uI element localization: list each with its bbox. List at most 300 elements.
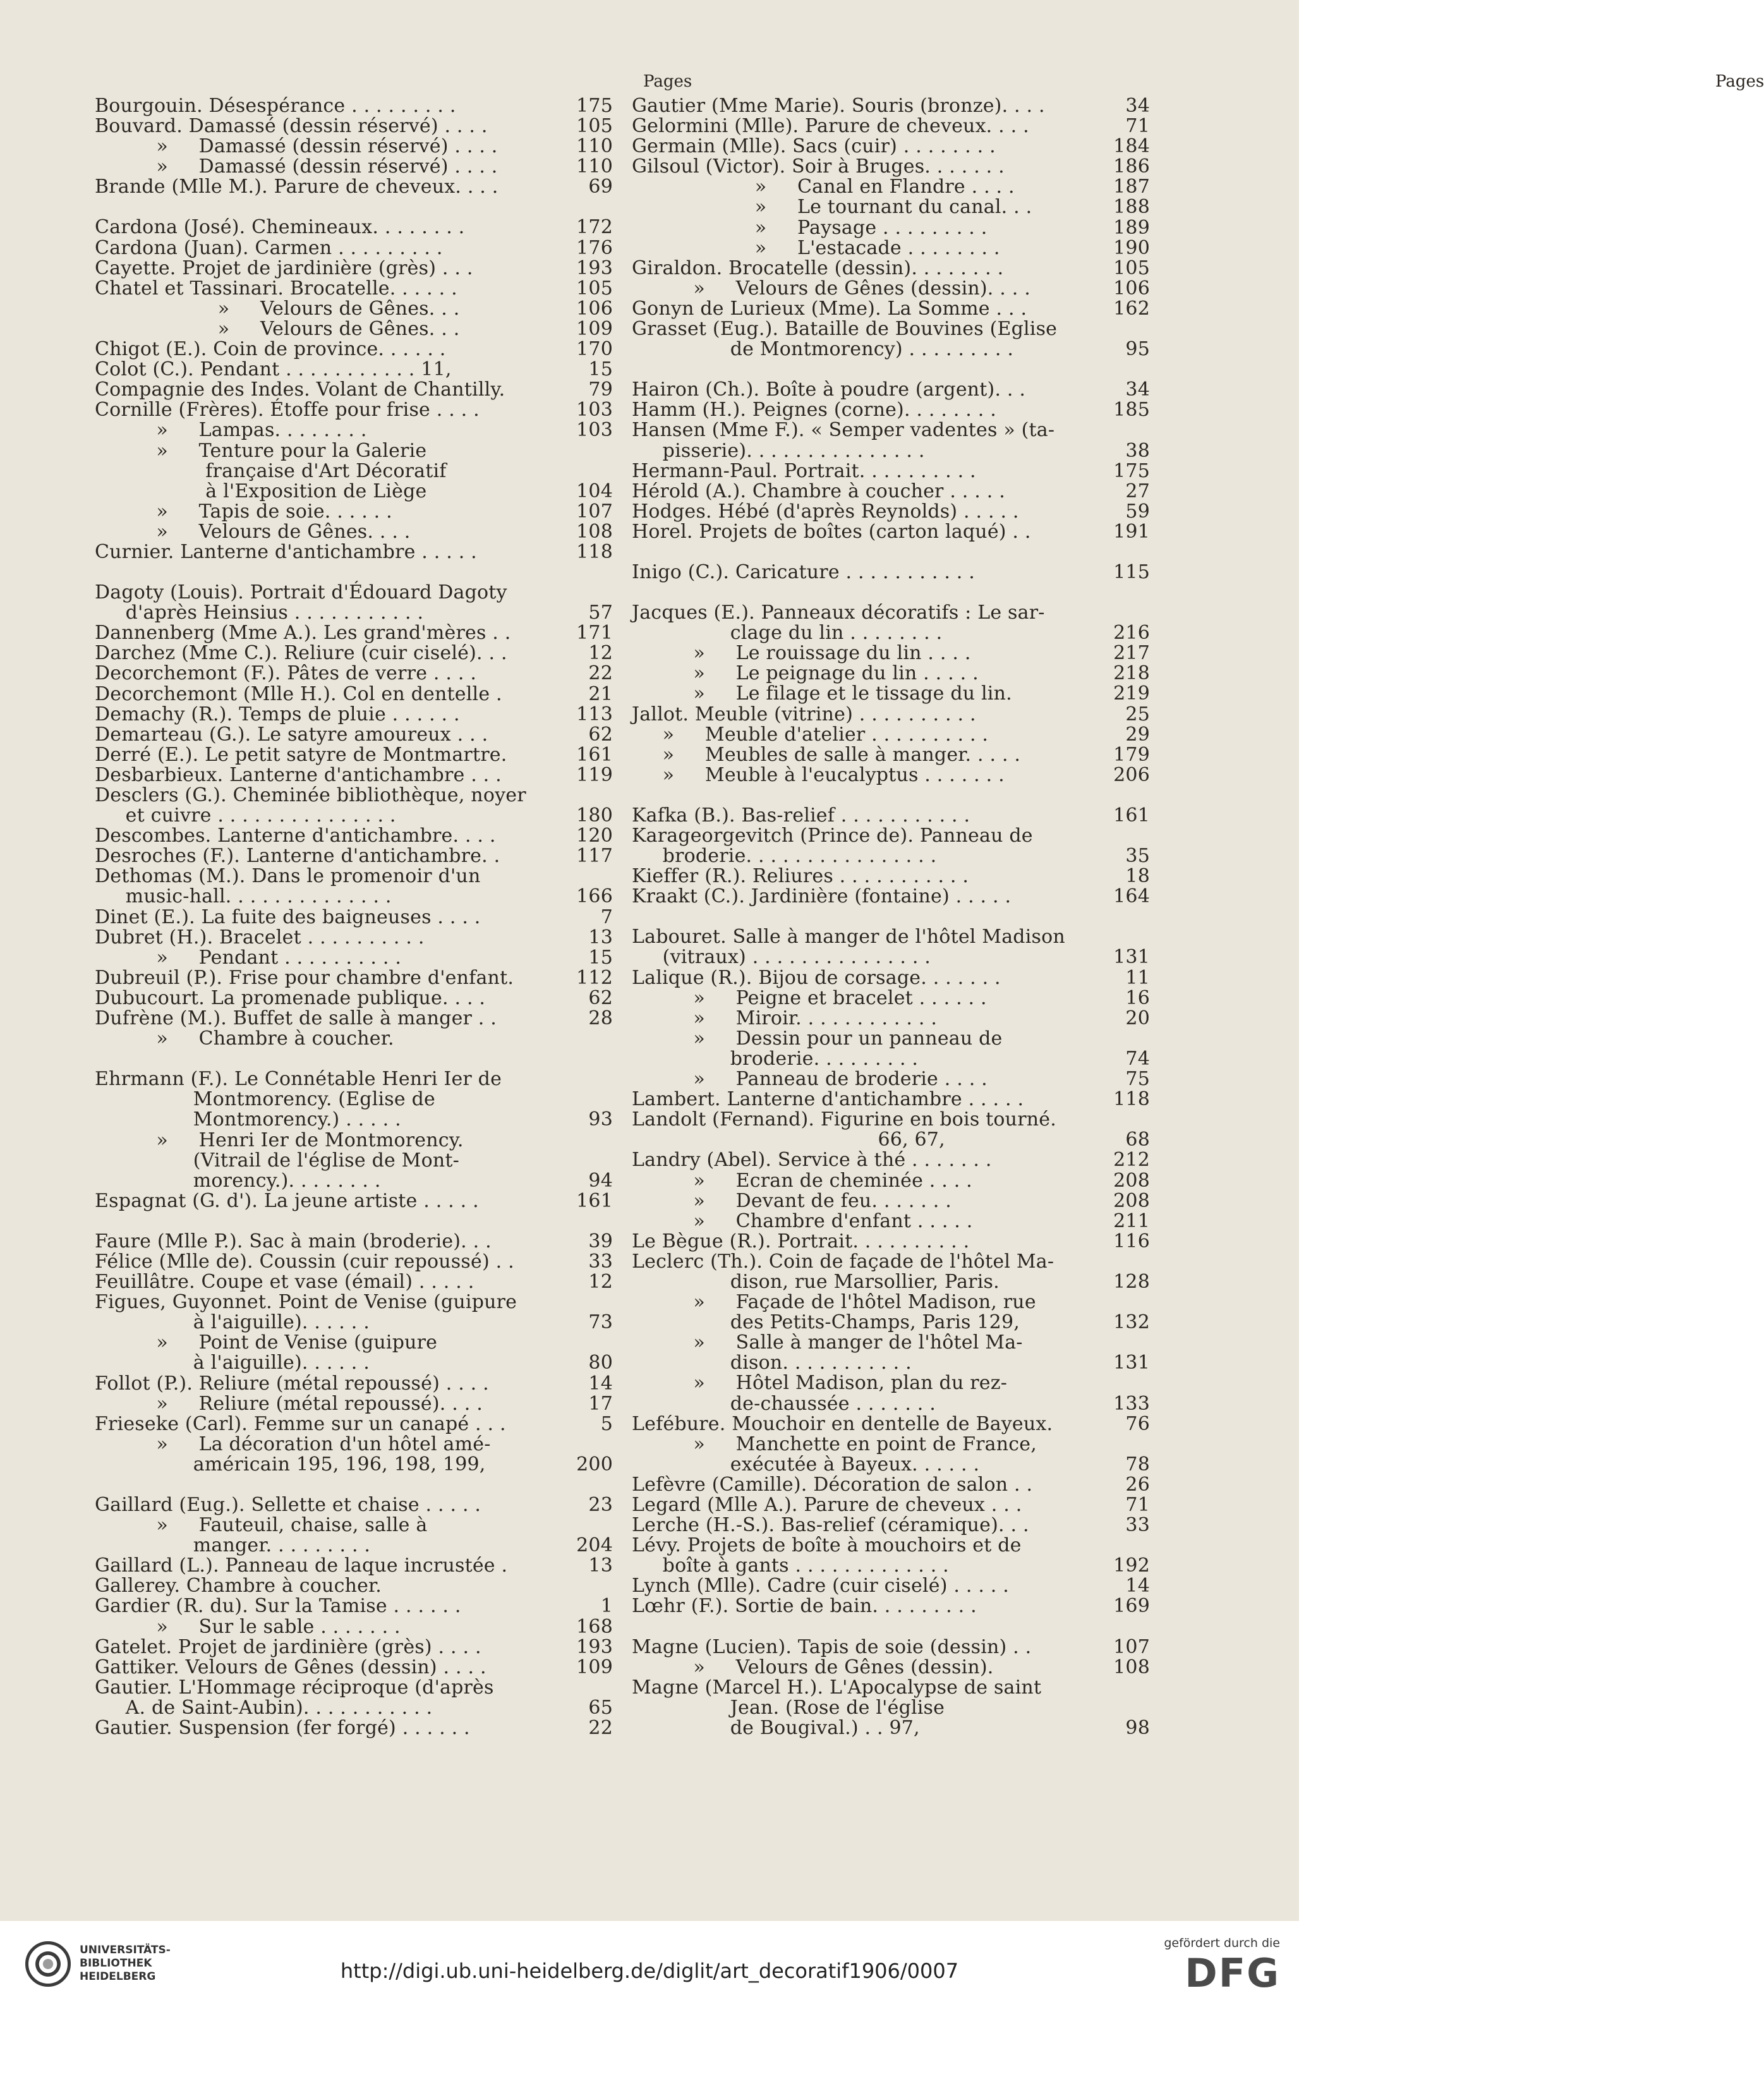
- entry-text: Montmorency.) . . . . .: [95, 1108, 401, 1131]
- index-entry: [632, 1211, 1150, 1232]
- entry-text: et cuivre . . . . . . . . . . . . . . .: [95, 804, 396, 827]
- entry-text: Hamm (H.). Peignes (corne). . . . . . . .: [632, 399, 996, 421]
- entry-page-number: 34: [1125, 95, 1150, 117]
- entry-text: Figues, Guyonnet. Point de Venise (guipure: [95, 1291, 517, 1314]
- index-entry: [632, 725, 1150, 745]
- entry-page-number: 28: [588, 1007, 613, 1030]
- entry-page-number: 14: [1125, 1575, 1150, 1597]
- entry-text: Chatel et Tassinari. Brocatelle. . . . . .: [95, 277, 457, 300]
- index-entry: [95, 360, 613, 380]
- entry-text: broderie. . . . . . . . . . . . . . . .: [632, 845, 937, 868]
- entry-text: 66, 67,: [632, 1129, 945, 1151]
- entry-page-number: 68: [1125, 1129, 1150, 1151]
- entry-text: » Miroir. . . . . . . . . . . .: [632, 1007, 938, 1029]
- entry-page-number: 27: [1125, 480, 1150, 502]
- entry-page-number: 11: [1125, 966, 1150, 989]
- index-entry: [632, 927, 1150, 947]
- entry-text: » Sur le sable . . . . . . .: [95, 1615, 401, 1638]
- index-entry: [95, 826, 613, 846]
- entry-page-number: 17: [588, 1392, 613, 1415]
- entry-text: Frieseke (Carl). Femme sur un canapé . . .: [95, 1412, 506, 1435]
- entry-text: Compagnie des Indes. Volant de Chantilly.: [95, 379, 505, 401]
- entry-text: » Tenture pour la Galerie: [95, 439, 427, 462]
- index-entry: [632, 1292, 1150, 1312]
- entry-page-number: 168: [576, 1615, 613, 1638]
- entry-text: » Manchette en point de France,: [632, 1433, 1037, 1455]
- entry-text: Gautier. Suspension (fer forgé) . . . . . .: [95, 1717, 470, 1740]
- entry-text: Lévy. Projets de boîte à mouchoirs et de: [632, 1534, 1022, 1557]
- index-entry: [632, 279, 1150, 299]
- entry-text: » Salle à manger de l'hôtel Ma-: [632, 1331, 1023, 1354]
- entry-text: » Devant de feu. . . . . . .: [632, 1189, 951, 1212]
- entry-page-number: 76: [1125, 1412, 1150, 1435]
- index-entry: [95, 1252, 613, 1272]
- index-entry: [632, 299, 1150, 319]
- entry-text: Magne (Lucien). Tapis de soie (dessin) . .: [632, 1635, 1032, 1658]
- entry-text: Desclers (G.). Cheminée bibliothèque, noyer: [95, 784, 526, 806]
- index-entry: [95, 623, 613, 643]
- index-entry: [632, 1576, 1150, 1596]
- entry-page-number: 93: [588, 1108, 613, 1131]
- index-entry: [95, 846, 613, 866]
- index-entry: [632, 1312, 1150, 1333]
- entry-text: Follot (P.). Reliure (métal repoussé) . . . .: [95, 1372, 489, 1395]
- index-entry: [632, 1455, 1150, 1475]
- entry-page-number: 1: [600, 1595, 613, 1618]
- index-entry: [95, 502, 613, 522]
- entry-text: » L'estacade . . . . . . . .: [632, 236, 1000, 259]
- index-entry: [632, 988, 1150, 1009]
- pages-header-right: Pages: [1715, 72, 1764, 91]
- index-entry: [632, 562, 1150, 583]
- entry-page-number: 79: [588, 379, 613, 401]
- entry-text: Curnier. Lanterne d'antichambre . . . . .: [95, 540, 477, 563]
- index-entry: [632, 1678, 1150, 1698]
- entry-page-number: 109: [576, 1656, 613, 1678]
- entry-page-number: 188: [1113, 196, 1150, 219]
- entry-text: » Meuble d'atelier . . . . . . . . . .: [632, 723, 989, 746]
- entry-page-number: 192: [1113, 1555, 1150, 1577]
- entry-page-number: 117: [576, 845, 613, 868]
- entry-text: » Chambre d'enfant . . . . .: [632, 1209, 973, 1232]
- entry-page-number: 98: [1125, 1716, 1150, 1739]
- entry-text: » Façade de l'hôtel Madison, rue: [632, 1291, 1036, 1314]
- entry-text: Kieffer (R.). Reliures . . . . . . . . . . .: [632, 865, 969, 888]
- entry-text: à l'Exposition de Liège: [95, 480, 427, 502]
- viewer-footer: [0, 1921, 1299, 2018]
- index-entry: [632, 643, 1150, 664]
- index-entry: [632, 887, 1150, 907]
- entry-text: Horel. Projets de boîtes (carton laqué) . .: [632, 520, 1031, 543]
- index-entry: [95, 1455, 613, 1475]
- entry-text: » Hôtel Madison, plan du rez-: [632, 1372, 1008, 1395]
- entry-page-number: 65: [588, 1696, 613, 1719]
- entry-text: de Bougival.) . . 97,: [632, 1716, 920, 1739]
- entry-text: » Fauteuil, chaise, salle à: [95, 1514, 428, 1537]
- entry-text: manger. . . . . . . . .: [95, 1534, 371, 1557]
- index-entry: [632, 1596, 1150, 1616]
- entry-text: » Pendant . . . . . . . . . .: [95, 946, 402, 969]
- entry-page-number: 161: [576, 743, 613, 766]
- entry-text: Espagnat (G. d'). La jeune artiste . . . . .: [95, 1189, 479, 1212]
- entry-text: Dufrène (M.). Buffet de salle à manger . .: [95, 1007, 497, 1030]
- entry-text: » Paysage . . . . . . . . .: [632, 216, 988, 239]
- entry-page-number: 219: [1113, 682, 1150, 705]
- entry-text: Hodges. Hébé (d'après Reynolds) . . . . .: [632, 500, 1019, 523]
- index-entry: [95, 745, 613, 765]
- entry-page-number: 166: [576, 885, 613, 908]
- index-entry: [95, 136, 613, 157]
- index-entry: [632, 461, 1150, 482]
- entry-text: Dubret (H.). Bracelet . . . . . . . . . .: [95, 926, 425, 949]
- index-entry: [95, 1069, 613, 1089]
- entry-text: Dagoty (Louis). Portrait d'Édouard Dagoty: [95, 581, 507, 604]
- index-entry: [632, 218, 1150, 238]
- entry-page-number: 80: [588, 1352, 613, 1374]
- index-entry: [95, 1536, 613, 1556]
- entry-text: Gautier (Mme Marie). Souris (bronze). . . .: [632, 95, 1045, 117]
- entry-page-number: 105: [1113, 257, 1150, 279]
- entry-text: » Velours de Gênes. . .: [95, 297, 460, 320]
- entry-page-number: 211: [1113, 1209, 1150, 1232]
- entry-page-number: 191: [1113, 520, 1150, 543]
- entry-page-number: 69: [588, 176, 613, 198]
- index-entry: [95, 1272, 613, 1292]
- index-entry: [632, 1495, 1150, 1515]
- entry-text: » Ecran de cheminée . . . .: [632, 1169, 972, 1192]
- entry-page-number: 132: [1113, 1311, 1150, 1334]
- index-entry: [95, 299, 613, 319]
- entry-text: Derré (E.). Le petit satyre de Montmartre.: [95, 743, 507, 766]
- entry-page-number: 185: [1113, 399, 1150, 421]
- entry-text: Bouvard. Damassé (dessin réservé) . . . .: [95, 115, 488, 138]
- entry-page-number: 193: [576, 1635, 613, 1658]
- entry-page-number: 22: [588, 662, 613, 685]
- entry-page-number: 106: [576, 297, 613, 320]
- entry-text: Lynch (Mlle). Cadre (cuir ciselé) . . . . .: [632, 1575, 1009, 1597]
- entry-text: Dethomas (M.). Dans le promenoir d'un: [95, 865, 481, 888]
- entry-text: Le Bègue (R.). Portrait. . . . . . . . . .: [632, 1230, 970, 1252]
- entry-text: Decorchemont (Mlle H.). Col en dentelle .: [95, 682, 502, 705]
- entry-page-number: 110: [576, 155, 613, 178]
- entry-page-number: 161: [1113, 804, 1150, 827]
- index-entry: [95, 441, 613, 461]
- index-entry: [95, 258, 613, 279]
- entry-page-number: 212: [1113, 1149, 1150, 1172]
- entry-text: Cardona (José). Chemineaux. . . . . . . .: [95, 216, 465, 239]
- entry-page-number: 29: [1125, 723, 1150, 746]
- index-entry: [632, 1394, 1150, 1414]
- index-entry: [95, 339, 613, 360]
- entry-text: Lefèvre (Camille). Décoration de salon . .: [632, 1473, 1033, 1496]
- index-entry: [632, 197, 1150, 217]
- entry-text: » Lampas. . . . . . . .: [95, 419, 367, 442]
- entry-text: Inigo (C.). Caricature . . . . . . . . . . .: [632, 561, 975, 583]
- entry-text: française d'Art Décoratif: [95, 459, 447, 482]
- entry-text: exécutée à Bayeux. . . . . .: [632, 1453, 980, 1476]
- entry-page-number: 108: [1113, 1656, 1150, 1678]
- entry-text: Kafka (B.). Bas-relief . . . . . . . . . . .: [632, 804, 970, 827]
- index-entry: [632, 684, 1150, 704]
- entry-page-number: 38: [1125, 439, 1150, 462]
- index-entry: [632, 1110, 1150, 1130]
- entry-page-number: 75: [1125, 1068, 1150, 1091]
- entry-page-number: 22: [588, 1717, 613, 1740]
- index-entry: [632, 400, 1150, 420]
- entry-page-number: 204: [576, 1534, 613, 1557]
- entries-left: [95, 96, 613, 1738]
- index-entry: [632, 502, 1150, 522]
- index-entry: [632, 339, 1150, 360]
- index-entry: [632, 177, 1150, 197]
- entry-text: » Dessin pour un panneau de: [632, 1027, 1003, 1050]
- entry-text: » Meubles de salle à manger. . . . .: [632, 743, 1021, 766]
- entry-text: A. de Saint-Aubin). . . . . . . . . . .: [95, 1696, 433, 1719]
- index-entry: [632, 705, 1150, 725]
- index-entry: [632, 380, 1150, 400]
- index-entry: [95, 705, 613, 725]
- index-entry: [95, 1312, 613, 1333]
- entry-page-number: 57: [588, 602, 613, 624]
- entry-text: Cornille (Frères). Étoffe pour frise . . . .: [95, 399, 480, 421]
- entry-text: Desroches (F.). Lanterne d'antichambre. .: [95, 845, 500, 868]
- entry-page-number: 115: [1113, 561, 1150, 583]
- entry-page-number: 208: [1113, 1169, 1150, 1192]
- entry-page-number: 119: [576, 763, 613, 786]
- index-entry: [632, 1414, 1150, 1434]
- entry-text: Decorchemont (F.). Pâtes de verre . . . .: [95, 662, 477, 685]
- index-entry: [632, 745, 1150, 765]
- entry-page-number: 113: [576, 703, 613, 725]
- index-entry: [632, 1029, 1150, 1049]
- entry-text: Lefébure. Mouchoir en dentelle de Bayeux.: [632, 1412, 1053, 1435]
- entry-text: » Reliure (métal repoussé). . . .: [95, 1392, 483, 1415]
- index-entry: [95, 1151, 613, 1171]
- index-entry: [95, 1009, 613, 1029]
- entry-page-number: 161: [576, 1189, 613, 1212]
- entry-page-number: 109: [576, 317, 613, 340]
- entry-text: music-hall. . . . . . . . . . . . . .: [95, 885, 392, 908]
- entry-page-number: 12: [588, 642, 613, 665]
- institution-line-1: UNIVERSITÄTS-: [80, 1944, 171, 1956]
- entry-text: Darchez (Mme C.). Reliure (cuir ciselé). . .: [95, 642, 507, 665]
- entry-page-number: 107: [576, 500, 613, 523]
- entry-text: » Le filage et le tissage du lin.: [632, 682, 1012, 705]
- index-entry: [95, 380, 613, 400]
- entry-page-number: 104: [576, 480, 613, 502]
- entry-text: Lambert. Lanterne d'antichambre . . . . .: [632, 1088, 1024, 1111]
- entry-page-number: 128: [1113, 1270, 1150, 1293]
- entry-text: Gautier. L'Hommage réciproque (d'après: [95, 1676, 494, 1699]
- entry-text: broderie. . . . . . . . .: [632, 1047, 919, 1070]
- entry-page-number: 94: [588, 1169, 613, 1192]
- entry-text: » Velours de Gênes. . .: [95, 317, 460, 340]
- entry-text: Hérold (A.). Chambre à coucher . . . . .: [632, 480, 1005, 502]
- entry-page-number: 118: [576, 540, 613, 563]
- index-entry: [95, 1333, 613, 1353]
- entry-page-number: 116: [1113, 1230, 1150, 1252]
- entry-text: Hermann-Paul. Portrait. . . . . . . . . .: [632, 459, 976, 482]
- index-entry: [632, 1069, 1150, 1089]
- entry-page-number: 7: [600, 906, 613, 928]
- index-entry: [632, 1130, 1150, 1150]
- entry-page-number: 62: [588, 986, 613, 1009]
- entry-page-number: 110: [576, 135, 613, 158]
- entry-text: Hairon (Ch.). Boîte à poudre (argent). . .: [632, 379, 1026, 401]
- index-entry: [95, 928, 613, 948]
- entry-text: clage du lin . . . . . . . .: [632, 622, 943, 645]
- entry-text: » Meuble à l'eucalyptus . . . . . . .: [632, 763, 1005, 786]
- institution-line-2: BIBLIOTHEK: [80, 1957, 152, 1970]
- entry-text: Colot (C.). Pendant . . . . . . . . . . . 11,: [95, 358, 452, 381]
- page-url-link[interactable]: http://digi.ub.uni-heidelberg.de/diglit/art_decoratif1906/0007: [340, 1959, 959, 1983]
- entry-text: » Damassé (dessin réservé) . . . .: [95, 155, 498, 178]
- index-entry: [632, 1475, 1150, 1495]
- index-entry: [632, 1536, 1150, 1556]
- index-entry: [632, 1049, 1150, 1069]
- entry-text: Cayette. Projet de jardinière (grès) . . .: [95, 257, 473, 279]
- entry-text: » Point de Venise (guipure: [95, 1331, 438, 1354]
- index-entry: [632, 806, 1150, 826]
- entry-page-number: 170: [576, 338, 613, 361]
- entry-page-number: 21: [588, 682, 613, 705]
- entry-text: Kraakt (C.). Jardinière (fontaine) . . . . .: [632, 885, 1012, 908]
- index-entry: [632, 136, 1150, 157]
- entry-text: Dinet (E.). La fuite des baigneuses . . . .: [95, 906, 481, 928]
- index-entry: [632, 1637, 1150, 1658]
- index-entry: [95, 664, 613, 684]
- entry-text: américain 195, 196, 198, 199,: [95, 1453, 486, 1476]
- entry-page-number: 16: [1125, 986, 1150, 1009]
- entry-page-number: 62: [588, 723, 613, 746]
- index-entry: [632, 1089, 1150, 1110]
- index-entry: [632, 1698, 1150, 1718]
- funding-caption: gefördert durch die: [1164, 1936, 1280, 1950]
- entry-page-number: 175: [576, 95, 613, 117]
- index-entry: [95, 1232, 613, 1252]
- entry-text: Karageorgevitch (Prince de). Panneau de: [632, 825, 1033, 847]
- entry-text: » Tapis de soie. . . . . .: [95, 500, 392, 523]
- entry-text: Leclerc (Th.). Coin de façade de l'hôtel Ma-: [632, 1250, 1054, 1273]
- entry-page-number: 13: [588, 1555, 613, 1577]
- dfg-funding-block[interactable]: [1141, 1936, 1280, 2012]
- index-entry: [632, 1191, 1150, 1211]
- entry-text: Landolt (Fernand). Figurine en bois tourné.: [632, 1108, 1056, 1131]
- index-entry: [95, 1515, 613, 1536]
- index-entry: [632, 258, 1150, 279]
- entry-text: » Peigne et bracelet . . . . . .: [632, 986, 987, 1009]
- entry-page-number: 34: [1125, 379, 1150, 401]
- entry-page-number: 171: [576, 622, 613, 645]
- entry-text: Gardier (R. du). Sur la Tamise . . . . . .: [95, 1595, 461, 1618]
- entry-page-number: 169: [1113, 1595, 1150, 1618]
- entry-page-number: 74: [1125, 1047, 1150, 1070]
- entry-text: (vitraux) . . . . . . . . . . . . . . .: [632, 946, 931, 969]
- entry-text: Lalique (R.). Bijou de corsage. . . . . . .: [632, 966, 1001, 989]
- institution-line-3: HEIDELBERG: [80, 1970, 156, 1983]
- index-entry: [95, 420, 613, 440]
- entry-text: Germain (Mlle). Sacs (cuir) . . . . . . . .: [632, 135, 996, 158]
- index-entry: [95, 1718, 613, 1738]
- index-entry: [95, 988, 613, 1009]
- index-entry: [632, 1232, 1150, 1252]
- entry-page-number: 108: [576, 520, 613, 543]
- entry-text: morency.). . . . . . . .: [95, 1169, 381, 1192]
- entry-page-number: 103: [576, 399, 613, 421]
- entry-text: Félice (Mlle de). Coussin (cuir repoussé) . .: [95, 1250, 514, 1273]
- index-entry: [95, 400, 613, 420]
- index-entry: [632, 826, 1150, 846]
- index-entry: [632, 1171, 1150, 1191]
- entry-page-number: 33: [588, 1250, 613, 1273]
- index-entry: [95, 1434, 613, 1455]
- index-entry: [95, 1353, 613, 1373]
- entry-text: » Henri Ier de Montmorency.: [95, 1129, 464, 1151]
- index-entry: [632, 420, 1150, 440]
- index-entry: [632, 623, 1150, 643]
- index-entry: [632, 846, 1150, 866]
- entry-page-number: 131: [1113, 946, 1150, 969]
- entry-text: » Damassé (dessin réservé) . . . .: [95, 135, 498, 158]
- index-entry: [632, 116, 1150, 136]
- index-entry: [632, 765, 1150, 785]
- entry-page-number: 71: [1125, 1494, 1150, 1516]
- index-entry: [95, 1596, 613, 1616]
- index-entry: [95, 1617, 613, 1637]
- index-entry: [95, 1029, 613, 1049]
- entry-text: » Panneau de broderie . . . .: [632, 1068, 988, 1091]
- entry-page-number: 13: [588, 926, 613, 949]
- entry-text: de Montmorency) . . . . . . . . .: [632, 338, 1014, 361]
- entry-page-number: 206: [1113, 763, 1150, 786]
- index-entry: [95, 1394, 613, 1414]
- index-entry: [632, 238, 1150, 258]
- index-entry: [632, 96, 1150, 116]
- entry-text: Gilsoul (Victor). Soir à Bruges. . . . . . .: [632, 155, 1005, 178]
- entry-page-number: 133: [1113, 1392, 1150, 1415]
- entry-text: » Velours de Gênes. . . .: [95, 520, 411, 543]
- entry-page-number: 35: [1125, 845, 1150, 868]
- entry-text: à l'aiguille). . . . . .: [95, 1311, 370, 1334]
- entry-text: Dubucourt. La promenade publique. . . .: [95, 986, 486, 1009]
- index-entry: [632, 1658, 1150, 1678]
- index-entry: [632, 1333, 1150, 1353]
- index-entry: [95, 643, 613, 664]
- index-entry: [632, 319, 1150, 339]
- entry-page-number: 131: [1113, 1352, 1150, 1374]
- index-entry: [632, 1718, 1150, 1738]
- index-entry: [632, 968, 1150, 988]
- entry-text: Brande (Mlle M.). Parure de cheveux. . . .: [95, 176, 498, 198]
- entry-page-number: 15: [588, 946, 613, 969]
- entry-page-number: 120: [576, 825, 613, 847]
- index-entry: [95, 1556, 613, 1576]
- entry-text: Magne (Marcel H.). L'Apocalypse de saint: [632, 1676, 1042, 1699]
- index-entry: [95, 238, 613, 258]
- entry-text: dison. . . . . . . . . . .: [632, 1352, 912, 1374]
- entry-text: d'après Heinsius . . . . . . . . . . .: [95, 602, 424, 624]
- entry-text: à l'aiguille). . . . . .: [95, 1352, 370, 1374]
- index-entry: [632, 1150, 1150, 1170]
- index-entry: [95, 1637, 613, 1658]
- entry-text: Gaillard (L.). Panneau de laque incrustée .: [95, 1555, 508, 1577]
- entry-page-number: 162: [1113, 297, 1150, 320]
- index-entry: [95, 157, 613, 177]
- entry-page-number: 106: [1113, 277, 1150, 300]
- entry-page-number: 216: [1113, 622, 1150, 645]
- index-entry: [95, 1130, 613, 1151]
- entry-text: pisserie). . . . . . . . . . . . . . .: [632, 439, 925, 462]
